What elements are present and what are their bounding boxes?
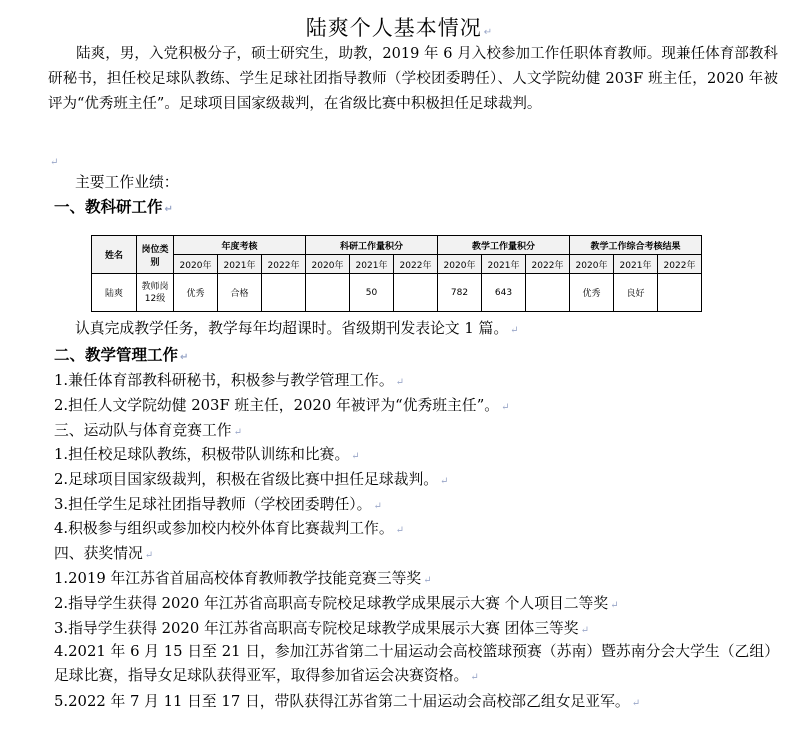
cell-overall: 优秀 [570,274,614,312]
paragraph-mark-icon: ↵ [501,402,510,413]
cell-research [394,274,438,312]
year-header: 2022年 [394,255,438,274]
paragraph-mark-icon: ↵ [351,451,360,462]
th-name: 姓名 [92,236,137,274]
paragraph-mark-icon: ↵ [483,27,494,38]
year-header: 2022年 [658,255,702,274]
main-heading: 主要工作业绩： [75,174,179,191]
paragraph-mark-icon: ↵ [180,352,189,363]
paragraph-mark-icon: ↵ [440,476,449,487]
cell-annual: 合格 [218,274,262,312]
list-item: 1.2019 年江苏省首届高校体育教师教学技能竞赛三等奖 ↵ [54,570,432,587]
cell-annual: 优秀 [174,274,218,312]
year-header: 2022年 [262,255,306,274]
paragraph-mark-icon: ↵ [423,575,432,586]
paragraph-mark-icon: ↵ [50,157,59,168]
section3-heading: 三、运动队与体育竞赛工作 ↵ [54,422,242,439]
year-header: 2021年 [218,255,262,274]
blank-line [48,150,58,174]
cell-overall [658,274,702,312]
year-header: 2020年 [570,255,614,274]
paragraph-mark-icon: ↵ [373,501,382,512]
cell-overall: 良好 [614,274,658,312]
cell-teaching: 782 [438,274,482,312]
paragraph-mark-icon: ↵ [395,377,405,388]
cell-teaching [526,274,570,312]
year-header: 2021年 [614,255,658,274]
th-research: 科研工作量积分 [306,236,438,255]
paragraph-mark-icon: ↵ [631,698,641,709]
list-item: 2.足球项目国家级裁判，积极在省级比赛中担任足球裁判。 ↵ [54,471,449,488]
performance-table [91,235,702,312]
th-post: 岗位类别 [137,236,174,274]
cell-research: 50 [350,274,394,312]
paragraph-mark-icon: ↵ [144,550,154,561]
intro-paragraph: 陆爽，男，入党积极分子，硕士研究生，助教，2019 年 6 月入校参加工作任职体育教师。现兼任体育部教科研秘书，担任校足球队教练、学生足球社团指导教师（学校团委聘任）、人文学院幼健 203F 班主任，2020 年被评为“优秀班主任”。足球项目国家级裁判，在省级比赛中积极担任足球裁判。 [48,46,778,112]
paragraph-mark-icon: ↵ [610,600,619,611]
year-header: 2020年 [174,255,218,274]
year-header: 2022年 [526,255,570,274]
cell-annual [262,274,306,312]
cell-name: 陆爽 [92,274,137,312]
th-annual: 年度考核 [174,236,306,255]
year-header: 2021年 [482,255,526,274]
list-item: 3.担任学生足球社团指导教师（学校团委聘任）。 ↵ [54,496,382,513]
section4-heading: 四、获奖情况 ↵ [54,545,154,562]
section1-heading: 一、教科研工作 ↵ [54,198,173,216]
year-header: 2020年 [438,255,482,274]
document-title: 陆爽个人基本情况 ↵ [305,16,494,40]
cell-post: 教师岗12级 [137,274,174,312]
cell-teaching: 643 [482,274,526,312]
list-item: 4.积极参与组织或参加校内校外体育比赛裁判工作。 ↵ [54,520,405,537]
paragraph-mark-icon: ↵ [470,672,479,683]
list-item: 3.指导学生获得 2020 年江苏省高职高专院校足球教学成果展示大赛 团体三等奖 ↵ [54,620,589,637]
year-header: 2021年 [350,255,394,274]
list-item: 2.担任人文学院幼健 203F 班主任，2020 年被评为“优秀班主任”。 ↵ [54,397,510,414]
th-overall: 教学工作综合考核结果 [570,236,702,255]
list-item: 1.担任校足球队教练，积极带队训练和比赛。 ↵ [54,446,360,463]
section2-heading: 二、教学管理工作 ↵ [54,346,189,364]
paragraph-mark-icon: ↵ [580,625,589,636]
list-item: 5.2022 年 7 月 11 日至 17 日，带队获得江苏省第二十届运动会高校部乙组女足亚军。 ↵ [54,693,641,710]
paragraph-mark-icon: ↵ [233,427,242,438]
list-item: 1.兼任体育部教科研秘书，积极参与教学管理工作。 ↵ [54,372,405,389]
list-item: 4.2021 年 6 月 15 日至 21 日，参加江苏省第二十届运动会高校篮球预赛（苏南）暨苏南分会大学生（乙组）足球比赛，指导女足球队获得亚军，取得参加省运会决赛资格。 ↵ [54,643,779,684]
list-item: 2.指导学生获得 2020 年江苏省高职高专院校足球教学成果展示大赛 个人项目二等奖 ↵ [54,595,619,612]
th-teaching: 教学工作量积分 [438,236,570,255]
paragraph-mark-icon: ↵ [510,325,519,336]
paragraph-mark-icon: ↵ [164,204,173,215]
cell-research [306,274,350,312]
year-header: 2020年 [306,255,350,274]
section1-summary: 认真完成教学任务，教学每年均超课时。省级期刊发表论文 1 篇。 ↵ [75,320,519,337]
paragraph-mark-icon: ↵ [395,525,405,536]
